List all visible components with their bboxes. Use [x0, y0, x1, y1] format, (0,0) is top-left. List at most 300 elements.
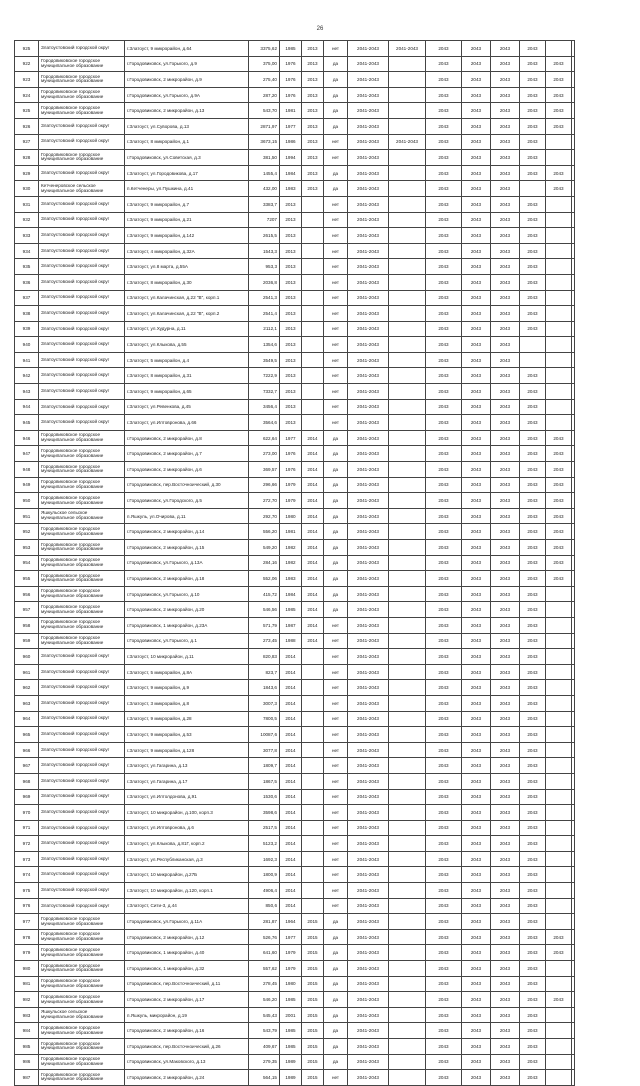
cell-year-built: 2014	[280, 820, 302, 836]
cell-year-c2: 2043	[462, 914, 491, 930]
cell-period-a: 2041-2043	[348, 805, 389, 821]
cell-year-c3: 2043	[491, 540, 520, 556]
cell-spacer	[572, 945, 575, 961]
table-row	[15, 462, 575, 478]
cell-year-c4: 2043	[520, 103, 546, 119]
cell-gas-flag: да	[324, 961, 348, 977]
cell-year-c1: 2043	[426, 836, 462, 852]
cell-row-number: 937	[15, 290, 39, 306]
table-row	[15, 992, 575, 1008]
cell-municipality: Городовиковское городское муниципальное образование	[39, 961, 125, 977]
cell-address: г.Златоуст, ул.Республиканская, д.3	[125, 851, 249, 867]
cell-year-c2: 2043	[462, 727, 491, 743]
cell-year-c2: 2043	[462, 633, 491, 649]
cell-row-number: 959	[15, 633, 39, 649]
cell-area: 2112,1	[249, 321, 280, 337]
cell-area: 1843,6	[249, 680, 280, 696]
cell-year-c4: 2043	[520, 883, 546, 899]
cell-year-c5: 2043	[546, 992, 572, 1008]
cell-year-c2: 2043	[462, 134, 491, 150]
cell-year-c1: 2043	[426, 805, 462, 821]
cell-year-c1: 2043	[426, 477, 462, 493]
cell-area: 549,20	[249, 540, 280, 556]
cell-period-b	[389, 540, 426, 556]
cell-row-number: 931	[15, 196, 39, 212]
cell-year-c4: 2043	[520, 633, 546, 649]
cell-year-built: 2014	[280, 851, 302, 867]
cell-year-c2: 2043	[462, 462, 491, 478]
cell-period-b	[389, 851, 426, 867]
cell-row-number: 965	[15, 727, 39, 743]
cell-year-c3: 2043	[491, 1054, 520, 1070]
cell-year-built: 2014	[280, 898, 302, 914]
cell-year-c2: 2043	[462, 274, 491, 290]
cell-gas-flag: нет	[324, 617, 348, 633]
cell-year-built: 1985	[280, 992, 302, 1008]
cell-address: г.Городовиковск, 2 микрорайон, д.14	[125, 524, 249, 540]
cell-year-c5	[546, 742, 572, 758]
cell-year-c5	[546, 1023, 572, 1039]
cell-row-number: 944	[15, 399, 39, 415]
cell-period-b	[389, 633, 426, 649]
cell-year-c2: 2043	[462, 508, 491, 524]
cell-year-c5	[546, 415, 572, 431]
cell-year-c1: 2043	[426, 290, 462, 306]
cell-year-c4	[520, 181, 546, 197]
cell-row-number: 963	[15, 695, 39, 711]
cell-municipality: Златоустовский городской округ	[39, 274, 125, 290]
cell-gas-flag: нет	[324, 789, 348, 805]
cell-spacer	[572, 274, 575, 290]
cell-year-repair: 2014	[302, 508, 324, 524]
cell-year-c4: 2043	[520, 290, 546, 306]
cell-year-c3: 2043	[491, 914, 520, 930]
cell-row-number: 923	[15, 72, 39, 88]
cell-gas-flag: нет	[324, 228, 348, 244]
cell-year-c2: 2043	[462, 165, 491, 181]
cell-area: 543,70	[249, 103, 280, 119]
cell-year-c4: 2043	[520, 711, 546, 727]
cell-year-c2: 2043	[462, 399, 491, 415]
cell-spacer	[572, 181, 575, 197]
cell-year-c5	[546, 664, 572, 680]
cell-year-c4: 2043	[520, 56, 546, 72]
cell-year-repair	[302, 228, 324, 244]
cell-area: 1455,4	[249, 165, 280, 181]
cell-spacer	[572, 961, 575, 977]
cell-year-c3: 2043	[491, 883, 520, 899]
cell-row-number: 986	[15, 1054, 39, 1070]
cell-address: г.Златоуст, 9 микрорайон, д.7	[125, 196, 249, 212]
cell-address: г.Городовиковск, пер.Восточноический, д.30	[125, 477, 249, 493]
cell-year-c5	[546, 976, 572, 992]
cell-year-c5	[546, 368, 572, 384]
cell-row-number: 949	[15, 477, 39, 493]
cell-year-built: 2013	[280, 337, 302, 353]
cell-gas-flag: нет	[324, 368, 348, 384]
cell-year-c1: 2043	[426, 446, 462, 462]
cell-year-built: 1976	[280, 56, 302, 72]
cell-year-built: 1977	[280, 430, 302, 446]
cell-year-c3: 2043	[491, 477, 520, 493]
cell-period-a: 2041-2043	[348, 961, 389, 977]
cell-year-c5	[546, 352, 572, 368]
table-row	[15, 945, 575, 961]
cell-address: г.Златоуст, 10 микрорайон, д.100, корп.3	[125, 805, 249, 821]
cell-year-c1: 2043	[426, 352, 462, 368]
cell-gas-flag: да	[324, 462, 348, 478]
cell-row-number: 934	[15, 243, 39, 259]
cell-year-c3: 2043	[491, 633, 520, 649]
cell-spacer	[572, 914, 575, 930]
cell-municipality: Городовиковское городское муниципальное образование	[39, 1070, 125, 1086]
cell-year-c1: 2043	[426, 103, 462, 119]
cell-year-c2: 2043	[462, 617, 491, 633]
cell-spacer	[572, 1039, 575, 1055]
cell-year-c1: 2043	[426, 758, 462, 774]
cell-year-c2: 2043	[462, 41, 491, 57]
cell-year-c4: 2043	[520, 446, 546, 462]
cell-year-c2: 2043	[462, 883, 491, 899]
cell-municipality: Златоустовский городской округ	[39, 727, 125, 743]
cell-year-repair	[302, 243, 324, 259]
cell-address: г.Городовиковск, ул.Горького, д.11А	[125, 914, 249, 930]
cell-municipality: Златоустовский городской округ	[39, 259, 125, 275]
cell-area: 3598,6	[249, 805, 280, 821]
cell-period-b	[389, 274, 426, 290]
cell-municipality: Городовиковское городское муниципальное образование	[39, 477, 125, 493]
cell-gas-flag: да	[324, 992, 348, 1008]
cell-period-b	[389, 212, 426, 228]
cell-year-c3: 2043	[491, 368, 520, 384]
cell-period-b	[389, 976, 426, 992]
cell-year-c4: 2043	[520, 851, 546, 867]
cell-period-b	[389, 727, 426, 743]
cell-spacer	[572, 228, 575, 244]
cell-gas-flag: да	[324, 87, 348, 103]
cell-spacer	[572, 898, 575, 914]
cell-gas-flag: да	[324, 1023, 348, 1039]
cell-year-built: 1986	[280, 134, 302, 150]
cell-period-a: 2041-2043	[348, 540, 389, 556]
cell-year-built: 1994	[280, 150, 302, 166]
table-row	[15, 820, 575, 836]
cell-spacer	[572, 165, 575, 181]
cell-year-c2: 2043	[462, 150, 491, 166]
cell-period-b	[389, 1039, 426, 1055]
cell-address: г.Городовиковск, 2 микрорайон, д.18	[125, 571, 249, 587]
cell-address: г.Златоуст, 5 микрорайон, д.4	[125, 352, 249, 368]
cell-year-c4: 2043	[520, 789, 546, 805]
cell-year-c2: 2043	[462, 368, 491, 384]
cell-year-c3: 2043	[491, 243, 520, 259]
cell-year-c3: 2043	[491, 1007, 520, 1023]
cell-spacer	[572, 929, 575, 945]
cell-gas-flag: нет	[324, 212, 348, 228]
cell-period-b	[389, 664, 426, 680]
cell-year-c5	[546, 243, 572, 259]
cell-area: 3673,15	[249, 134, 280, 150]
cell-spacer	[572, 633, 575, 649]
cell-year-c1: 2043	[426, 789, 462, 805]
table-row	[15, 290, 575, 306]
cell-municipality: Городовиковское городское муниципальное образование	[39, 992, 125, 1008]
cell-gas-flag: да	[324, 477, 348, 493]
cell-year-c2: 2043	[462, 836, 491, 852]
cell-gas-flag: да	[324, 555, 348, 571]
cell-area: 284,16	[249, 555, 280, 571]
cell-year-c3: 2043	[491, 602, 520, 618]
cell-year-c3: 2043	[491, 617, 520, 633]
cell-year-c5	[546, 617, 572, 633]
table-row	[15, 134, 575, 150]
cell-municipality: Городовиковское городское муниципальное образование	[39, 430, 125, 446]
cell-year-c5	[546, 758, 572, 774]
cell-area: 850,6	[249, 898, 280, 914]
cell-municipality: Златоустовский городской округ	[39, 134, 125, 150]
cell-area: 1809,7	[249, 758, 280, 774]
cell-address: г.Златоуст, 3 микрорайон, д.8	[125, 695, 249, 711]
cell-spacer	[572, 196, 575, 212]
table-row	[15, 1007, 575, 1023]
cell-period-b	[389, 462, 426, 478]
cell-row-number: 987	[15, 1070, 39, 1086]
cell-year-c4: 2043	[520, 649, 546, 665]
cell-year-c5	[546, 1070, 572, 1086]
cell-area: 2036,8	[249, 274, 280, 290]
cell-row-number: 936	[15, 274, 39, 290]
table-row	[15, 493, 575, 509]
cell-year-repair	[302, 352, 324, 368]
cell-municipality: Городовиковское городское муниципальное образование	[39, 446, 125, 462]
cell-year-c3: 2043	[491, 773, 520, 789]
cell-address: г.Златоуст, ул.Ревенкова, д.45	[125, 399, 249, 415]
cell-year-c1: 2043	[426, 883, 462, 899]
cell-year-c4: 2043	[520, 664, 546, 680]
cell-gas-flag: нет	[324, 805, 348, 821]
cell-municipality: Златоустовский городской округ	[39, 337, 125, 353]
cell-year-c5	[546, 1039, 572, 1055]
cell-year-repair	[302, 805, 324, 821]
cell-year-c1: 2043	[426, 540, 462, 556]
cell-year-c2: 2043	[462, 56, 491, 72]
cell-area: 543,79	[249, 1023, 280, 1039]
cell-period-a: 2041-2043	[348, 274, 389, 290]
cell-municipality: Златоустовский городской округ	[39, 664, 125, 680]
cell-gas-flag: да	[324, 945, 348, 961]
cell-row-number: 925	[15, 103, 39, 119]
cell-spacer	[572, 836, 575, 852]
cell-spacer	[572, 1070, 575, 1086]
cell-year-c4: 2043	[520, 571, 546, 587]
cell-period-b	[389, 1070, 426, 1086]
cell-year-c3: 2043	[491, 789, 520, 805]
cell-year-repair	[302, 664, 324, 680]
cell-row-number: 984	[15, 1023, 39, 1039]
cell-year-c1: 2043	[426, 321, 462, 337]
cell-municipality: Златоустовский городской округ	[39, 352, 125, 368]
cell-year-c5: 2043	[546, 462, 572, 478]
cell-spacer	[572, 150, 575, 166]
cell-year-built: 1985	[280, 602, 302, 618]
cell-year-c4: 2043	[520, 742, 546, 758]
cell-spacer	[572, 243, 575, 259]
cell-year-c4: 2043	[520, 134, 546, 150]
cell-year-c4: 2043	[520, 1054, 546, 1070]
cell-row-number: 974	[15, 867, 39, 883]
table-row	[15, 898, 575, 914]
cell-period-a: 2041-2043	[348, 617, 389, 633]
cell-year-built: 2013	[280, 368, 302, 384]
cell-row-number: 955	[15, 571, 39, 587]
cell-year-c4: 2043	[520, 430, 546, 446]
cell-gas-flag: нет	[324, 711, 348, 727]
cell-address: г.Златоуст, 8 микрорайон, д.1	[125, 134, 249, 150]
cell-year-c5	[546, 1007, 572, 1023]
cell-address: г.Городовиковск, ул.Горького, д.1	[125, 633, 249, 649]
cell-year-c1: 2043	[426, 633, 462, 649]
cell-municipality: Златоустовский городской округ	[39, 165, 125, 181]
cell-year-c4: 2043	[520, 805, 546, 821]
cell-year-c3: 2043	[491, 898, 520, 914]
cell-municipality: Златоустовский городской округ	[39, 805, 125, 821]
cell-row-number: 939	[15, 321, 39, 337]
cell-row-number: 924	[15, 87, 39, 103]
cell-gas-flag: да	[324, 976, 348, 992]
cell-year-c2: 2043	[462, 118, 491, 134]
cell-year-c1: 2043	[426, 742, 462, 758]
cell-row-number: 927	[15, 134, 39, 150]
cell-address: г.Городовиковск, ул.Горького, д.13А	[125, 555, 249, 571]
cell-area: 7222,9	[249, 368, 280, 384]
cell-year-c1: 2043	[426, 399, 462, 415]
cell-period-b	[389, 399, 426, 415]
cell-year-c5	[546, 41, 572, 57]
cell-year-c1: 2043	[426, 555, 462, 571]
cell-row-number: 953	[15, 540, 39, 556]
cell-area: 10087,6	[249, 727, 280, 743]
cell-period-a: 2041-2043	[348, 430, 389, 446]
table-row	[15, 758, 575, 774]
cell-year-c3: 2043	[491, 805, 520, 821]
cell-year-c4: 2043	[520, 695, 546, 711]
cell-year-c1: 2043	[426, 586, 462, 602]
cell-year-c4: 2043	[520, 306, 546, 322]
cell-year-c4: 2043	[520, 228, 546, 244]
cell-area: 281,87	[249, 914, 280, 930]
cell-period-b	[389, 571, 426, 587]
cell-year-c2: 2043	[462, 1070, 491, 1086]
cell-year-built: 1983	[280, 571, 302, 587]
table-row	[15, 337, 575, 353]
cell-year-c2: 2043	[462, 571, 491, 587]
cell-municipality: Златоустовский городской округ	[39, 384, 125, 400]
cell-gas-flag: да	[324, 508, 348, 524]
cell-year-c3: 2043	[491, 493, 520, 509]
table-row	[15, 243, 575, 259]
cell-year-c3: 2043	[491, 165, 520, 181]
table-row	[15, 41, 575, 57]
cell-address: г.Златоуст, Сити-3, д.44	[125, 898, 249, 914]
cell-address: г.Городовиковск, 1 микрорайон, д.40	[125, 945, 249, 961]
cell-period-a: 2041-2043	[348, 352, 389, 368]
cell-row-number: 971	[15, 820, 39, 836]
table-row	[15, 274, 575, 290]
cell-year-c4: 2043	[520, 87, 546, 103]
cell-year-c5	[546, 898, 572, 914]
table-row	[15, 321, 575, 337]
cell-area: 273,00	[249, 446, 280, 462]
cell-row-number: 982	[15, 992, 39, 1008]
cell-gas-flag: нет	[324, 321, 348, 337]
cell-period-a: 2041-2043	[348, 446, 389, 462]
cell-year-c5	[546, 851, 572, 867]
cell-year-c3: 2043	[491, 820, 520, 836]
cell-area: 1800,9	[249, 867, 280, 883]
cell-gas-flag: нет	[324, 196, 348, 212]
cell-year-c4: 2043	[520, 617, 546, 633]
cell-year-c5	[546, 867, 572, 883]
cell-area: 1867,5	[249, 773, 280, 789]
cell-municipality: Яшкульское сельское муниципальное образование	[39, 1007, 125, 1023]
cell-year-c2: 2043	[462, 945, 491, 961]
cell-address: г.Златоуст, ул.8 марта, д.55А	[125, 259, 249, 275]
cell-year-c1: 2043	[426, 150, 462, 166]
cell-year-c5: 2043	[546, 103, 572, 119]
cell-row-number: 967	[15, 758, 39, 774]
cell-municipality: Городовиковское городское муниципальное образование	[39, 87, 125, 103]
cell-gas-flag: да	[324, 1039, 348, 1055]
cell-period-a: 2041-2043	[348, 586, 389, 602]
cell-year-c5: 2043	[546, 571, 572, 587]
cell-area: 279,35	[249, 1054, 280, 1070]
cell-period-b: 2041-2043	[389, 41, 426, 57]
cell-year-c5: 2043	[546, 477, 572, 493]
cell-spacer	[572, 805, 575, 821]
cell-year-repair: 2013	[302, 181, 324, 197]
cell-year-built: 1976	[280, 72, 302, 88]
cell-area: 2541,3	[249, 290, 280, 306]
cell-year-c3: 2043	[491, 555, 520, 571]
cell-period-b	[389, 742, 426, 758]
cell-period-b	[389, 758, 426, 774]
cell-year-c3: 2043	[491, 56, 520, 72]
cell-row-number: 930	[15, 181, 39, 197]
cell-period-a: 2041-2043	[348, 649, 389, 665]
cell-year-c3: 2043	[491, 992, 520, 1008]
cell-year-c3: 2043	[491, 571, 520, 587]
cell-spacer	[572, 384, 575, 400]
cell-address: г.Златоуст, ул.Илтолдонова, д.91	[125, 789, 249, 805]
cell-spacer	[572, 493, 575, 509]
cell-year-c5	[546, 212, 572, 228]
cell-year-c4: 2043	[520, 399, 546, 415]
cell-year-c3: 2043	[491, 415, 520, 431]
cell-period-b	[389, 165, 426, 181]
cell-period-b	[389, 867, 426, 883]
table-row	[15, 524, 575, 540]
cell-address: п.Кетченеры, ул.Пушкина, д.41	[125, 181, 249, 197]
cell-period-a: 2041-2043	[348, 883, 389, 899]
cell-year-c4: 2043	[520, 867, 546, 883]
cell-period-b	[389, 306, 426, 322]
cell-area: 3456,4	[249, 399, 280, 415]
cell-year-c3: 2043	[491, 41, 520, 57]
cell-year-c3: 2043	[491, 337, 520, 353]
cell-municipality: Златоустовский городской округ	[39, 196, 125, 212]
cell-address: г.Городовиковск, 2 микрорайон, д.12	[125, 929, 249, 945]
cell-year-c2: 2043	[462, 961, 491, 977]
